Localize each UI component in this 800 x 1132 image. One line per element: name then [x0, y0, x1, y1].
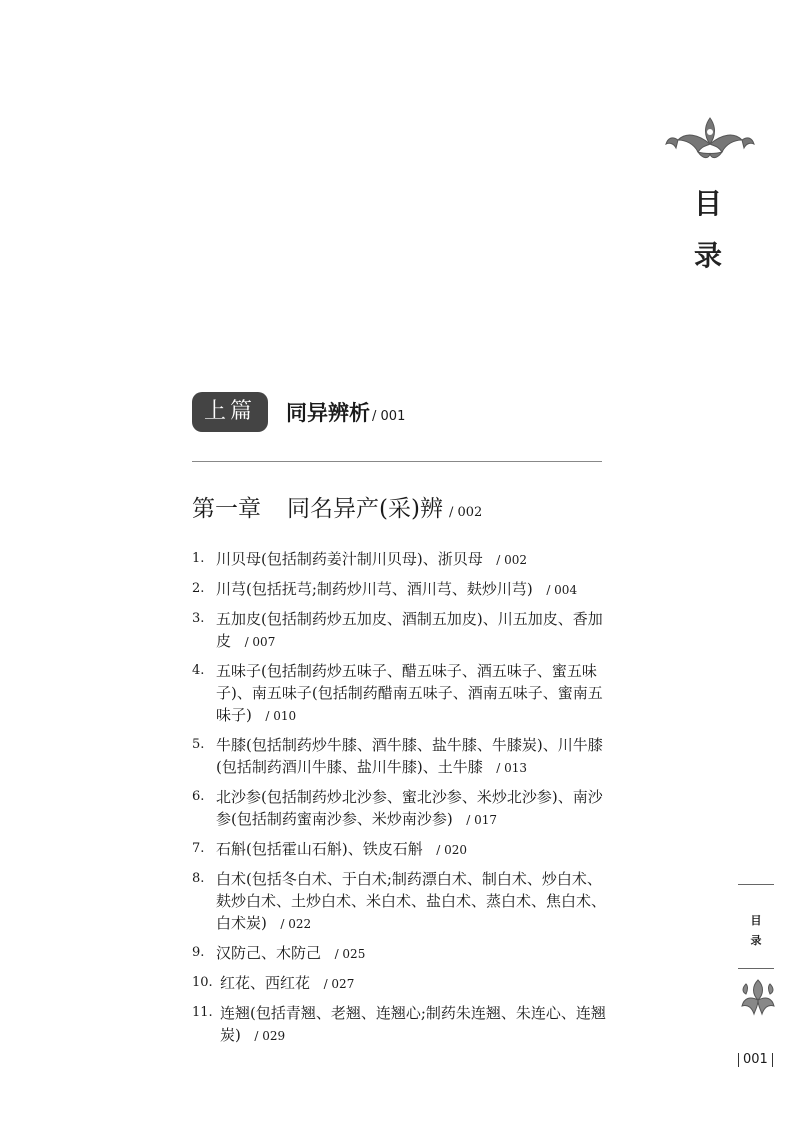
toc-entry-text: 五加皮(包括制药炒五加皮、酒制五加皮)、川五加皮、香加皮 [216, 610, 603, 650]
toc-entry-page: / 029 [254, 1029, 286, 1043]
toc-entry-page: / 013 [496, 761, 528, 775]
toc-entry-text: 白术(包括冬白术、于白术;制药漂白术、制白术、炒白术、麸炒白术、土炒白术、米白术、盐白术、蒸白术、焦白术、白术炭) [216, 870, 607, 932]
toc-entry-page: / 020 [436, 843, 468, 857]
toc-entry-index: 5. [192, 737, 205, 752]
chapter-heading [192, 490, 482, 523]
toc-entry-text: 川贝母(包括制药姜汁制川贝母)、浙贝母 [216, 550, 483, 568]
page-number-text: 001 [743, 1052, 768, 1067]
section-divider [192, 461, 602, 462]
chapter-number: 第一章 [192, 496, 261, 522]
toc-entry[interactable] [192, 838, 612, 861]
toc-entry-index: 2. [192, 581, 205, 596]
toc-entry-index: 3. [192, 611, 205, 626]
toc-entry-page: / 010 [265, 709, 297, 723]
toc-entry-text: 北沙参(包括制药炒北沙参、蜜北沙参、米炒北沙参)、南沙参(包括制药蜜南沙参、米炒南沙参) [216, 788, 603, 828]
folio-bar-left [738, 1053, 739, 1067]
toc-entry[interactable] [192, 608, 612, 653]
part-title [286, 397, 405, 427]
toc-entry-index: 10. [192, 975, 213, 990]
toc-entry-page: / 025 [334, 947, 366, 961]
chapter-title: 同名异产(采)辨 [287, 496, 443, 522]
toc-entry[interactable] [192, 548, 612, 571]
toc-entry-index: 9. [192, 945, 205, 960]
toc-entry-index: 6. [192, 789, 205, 804]
toc-entry-page: / 022 [280, 917, 312, 931]
side-tab-label-2: 录 [750, 934, 762, 947]
part-title-text: 同异辨析 [286, 401, 371, 425]
toc-entry[interactable] [192, 1002, 612, 1047]
toc-entry-page: / 004 [546, 583, 578, 597]
side-ornament-icon [738, 976, 778, 1020]
toc-entry-text: 川芎(包括抚芎;制药炒川芎、酒川芎、麸炒川芎) [216, 580, 533, 598]
floral-ornament-icon [664, 114, 756, 162]
toc-entry-text: 五味子(包括制药炒五味子、醋五味子、酒五味子、蜜五味子)、南五味子(包括制药醋南五味子、酒南五味子、蜜南五味子) [216, 662, 603, 724]
toc-entry[interactable] [192, 734, 612, 779]
chapter-page: / 002 [448, 505, 483, 520]
part-page: / 001 [372, 409, 406, 424]
toc-entry-page: / 017 [466, 813, 498, 827]
page-title-char-2: 录 [693, 239, 722, 272]
toc-entry-text: 红花、西红花 [220, 974, 311, 992]
page-number [734, 1052, 777, 1067]
toc-entry-text: 汉防己、木防己 [216, 944, 322, 962]
toc-entry[interactable] [192, 868, 612, 935]
toc-entry-text: 连翘(包括青翘、老翘、连翘心;制药朱连翘、朱连心、连翘炭) [220, 1004, 606, 1044]
toc-entry-index: 8. [192, 871, 205, 886]
toc-entry-page: / 027 [323, 977, 355, 991]
side-tab-rule-bottom [738, 968, 774, 969]
toc-entry[interactable] [192, 578, 612, 601]
toc-entry-page: / 007 [244, 635, 276, 649]
page-title-char-1: 目 [693, 187, 722, 220]
part-badge: 上篇 [192, 392, 268, 432]
toc-entry-index: 4. [192, 663, 205, 678]
toc-entry[interactable] [192, 972, 612, 995]
toc-entry-text: 牛膝(包括制药炒牛膝、酒牛膝、盐牛膝、牛膝炭)、川牛膝(包括制药酒川牛膝、盐川牛膝)、土牛膝 [216, 736, 603, 776]
toc-entry-index: 1. [192, 551, 205, 566]
side-tab-rule-top [738, 884, 774, 885]
toc-entry-text: 石斛(包括霍山石斛)、铁皮石斛 [216, 840, 423, 858]
toc-entry-index: 11. [192, 1005, 213, 1020]
toc-entry-index: 7. [192, 841, 205, 856]
folio-bar-right [772, 1053, 773, 1067]
toc-entry[interactable] [192, 660, 612, 727]
toc-entry[interactable] [192, 786, 612, 831]
toc-entry-page: / 002 [496, 553, 528, 567]
side-tab-label-1: 目 [750, 914, 762, 927]
toc-list [192, 548, 612, 1054]
part-heading [192, 392, 405, 432]
toc-entry[interactable] [192, 942, 612, 965]
